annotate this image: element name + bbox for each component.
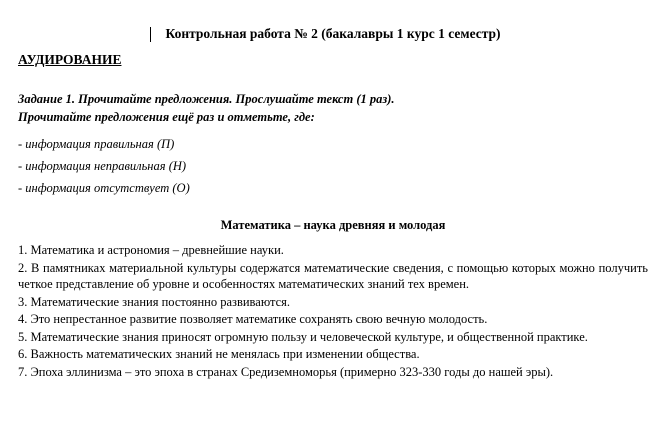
legend-item: - информация правильная (П) xyxy=(18,137,175,152)
legend-list xyxy=(18,134,666,200)
legend-item: - информация отсутствует (О) xyxy=(18,181,190,196)
list-item: 3. Математические знания постоянно развиваются. xyxy=(18,294,291,309)
task-instructions xyxy=(18,90,666,126)
task-line-2: Прочитайте предложения ещё раз и отметьте, где: xyxy=(18,110,315,125)
sentence-list xyxy=(18,242,648,380)
page-title xyxy=(0,26,666,42)
section-heading: АУДИРОВАНИЕ xyxy=(18,52,122,68)
legend-item: - информация неправильная (Н) xyxy=(18,159,187,174)
text-cursor xyxy=(150,27,151,42)
document-page xyxy=(0,26,666,432)
list-item: 5. Математические знания приносят огромную пользу и человеческой культуре, и общественной практике. xyxy=(18,329,588,344)
list-item: 4. Это непрестанное развитие позволяет математике сохранять свою вечную молодость. xyxy=(18,312,488,327)
list-item: 1. Математика и астрономия – древнейшие науки. xyxy=(18,243,284,258)
list-item: 2. В памятниках материальной культуры содержатся математические сведения, с помощью которых можно получить четкое представление об уровне и особенностях математических знаний тех времен. xyxy=(18,260,648,292)
reading-text-title: Математика – наука древняя и молодая xyxy=(220,218,446,233)
list-item: 7. Эпоха эллинизма – это эпоха в странах Средиземноморья (примерно 323-330 годы до нашей эры). xyxy=(18,364,554,379)
list-item: 6. Важность математических знаний не менялась при изменении общества. xyxy=(18,347,420,362)
page-title-text: Контрольная работа № 2 (бакалавры 1 курс 1 семестр) xyxy=(165,26,501,41)
task-line-1: Задание 1. Прочитайте предложения. Прослушайте текст (1 раз). xyxy=(18,92,395,107)
